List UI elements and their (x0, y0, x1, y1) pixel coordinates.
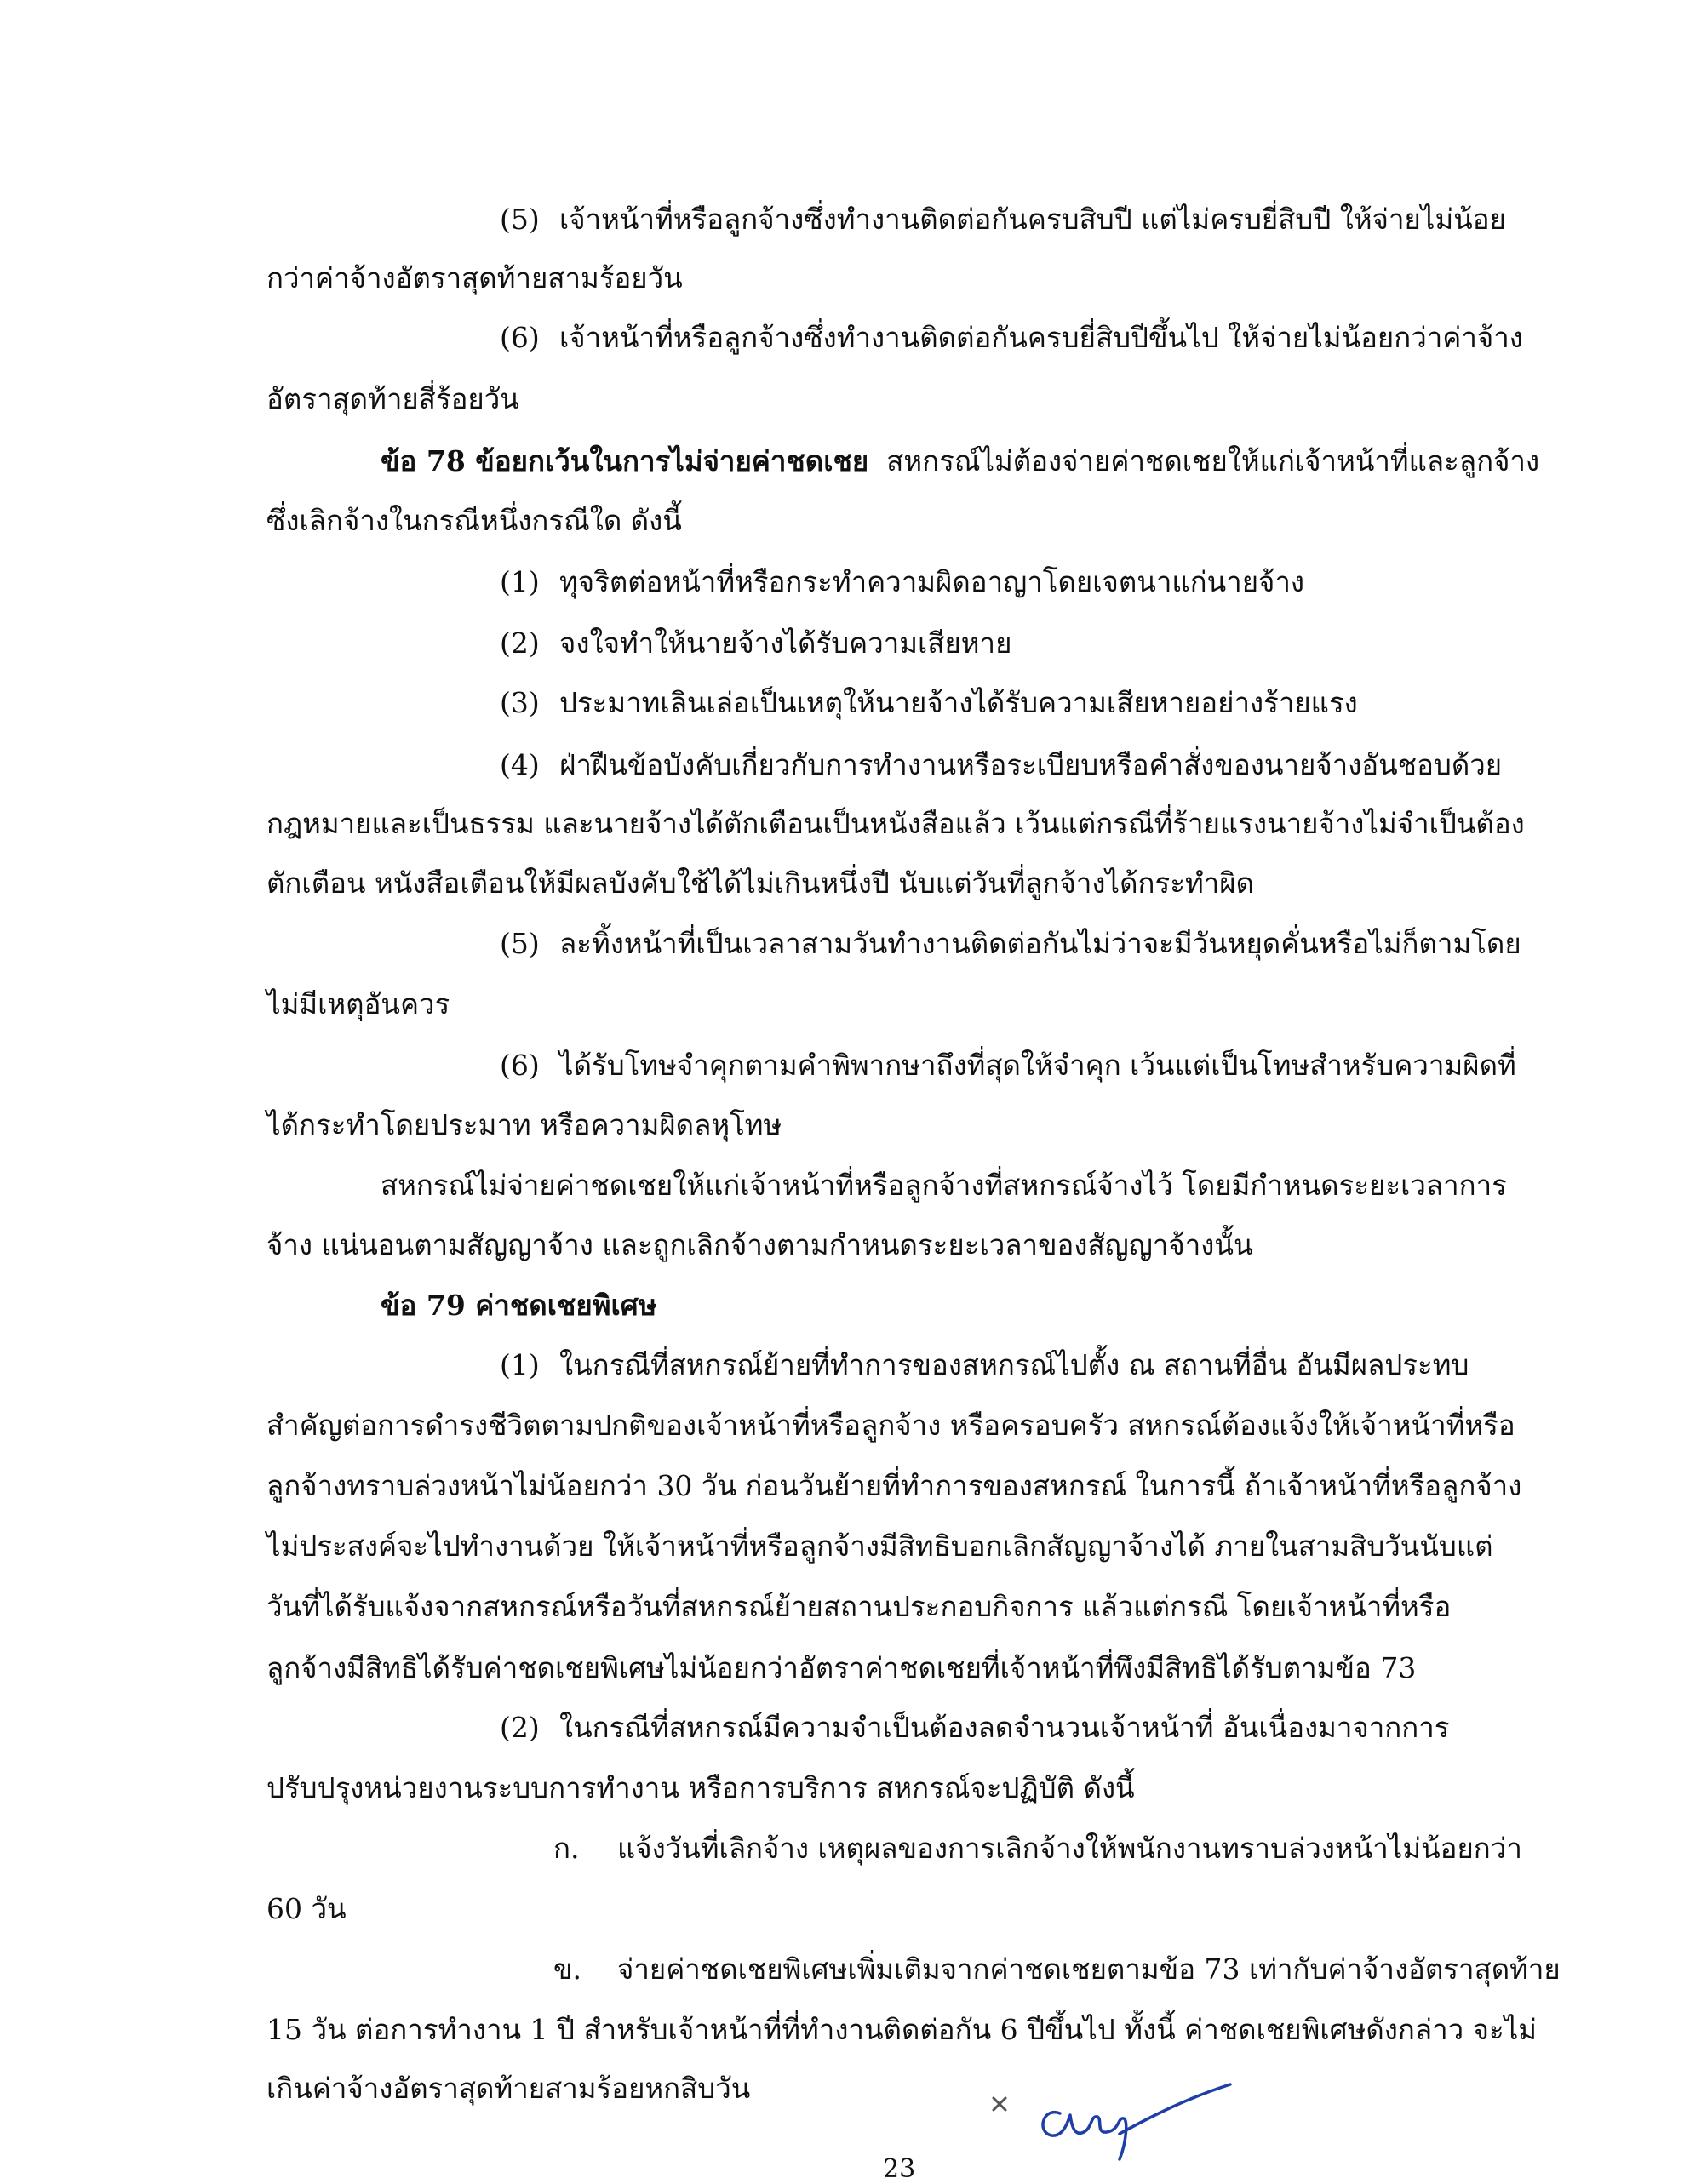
item79-kha-text: จ่ายค่าชดเชยพิเศษเพิ่มเติมจากค่าชดเชยตามข้อ 73 เท่ากับค่าจ้างอัตราสุดท้าย (617, 1952, 1561, 1986)
item78-case6-line2: ได้กระทำโดยประมาท หรือความผิดลหุโทษ (266, 1108, 782, 1141)
item78-case1-number: (1) (500, 565, 540, 598)
item78-extra-line1: สหกรณ์ไม่จ่ายค่าชดเชยให้แก่เจ้าหน้าที่หรือลูกจ้างที่สหกรณ์จ้างไว้ โดยมีกำหนดระยะเวลาการ (381, 1169, 1507, 1202)
item79-s1-line6: ลูกจ้างมีสิทธิได้รับค่าชดเชยพิเศษไม่น้อยกว่าอัตราค่าชดเชยที่เจ้าหน้าที่พึงมีสิทธิได้รับตามข้อ 73 (266, 1651, 1417, 1684)
item78-case1 (500, 563, 1304, 601)
item79-kha-number: ข. (553, 1952, 582, 1986)
item78-case4-text: ฝ่าฝืนข้อบังคับเกี่ยวกับการทำงานหรือระเบียบหรือคำสั่งของนายจ้างอันชอบด้วย (559, 748, 1503, 781)
item78-case6-line1 (500, 1047, 1516, 1084)
item79-s2-text: ในกรณีที่สหกรณ์มีความจำเป็นต้องลดจำนวนเจ้าหน้าที่ อันเนื่องมาจากการ (559, 1711, 1450, 1744)
item78-intro-text: สหกรณ์ไม่ต้องจ่ายค่าชดเชยให้แก่เจ้าหน้าที่และลูกจ้าง (886, 444, 1540, 477)
item78-case4-line3: ตักเตือน หนังสือเตือนให้มีผลบังคับใช้ได้ไม่เกินหนึ่งปี นับแต่วันที่ลูกจ้างได้กระทำผิด (266, 866, 1255, 900)
item77-p6-line2: อัตราสุดท้ายสี่ร้อยวัน (266, 382, 519, 415)
item78-case4-number: (4) (500, 748, 540, 781)
handwritten-signature (983, 2081, 1239, 2166)
item77-p5-number: (5) (500, 203, 540, 236)
item77-p6-text: เจ้าหน้าที่หรือลูกจ้างซึ่งทำงานติดต่อกันครบยี่สิบปีขึ้นไป ให้จ่ายไม่น้อยกว่าค่าจ้าง (559, 321, 1523, 354)
item79-ka-line2: 60 วัน (266, 1892, 347, 1925)
item78-intro-line2: ซึ่งเลิกจ้างในกรณีหนึ่งกรณีใด ดังนี้ (266, 504, 682, 537)
item77-p5-text: เจ้าหน้าที่หรือลูกจ้างซึ่งทำงานติดต่อกันครบสิบปี แต่ไม่ครบยี่สิบปี ให้จ่ายไม่น้อย (559, 203, 1506, 236)
item78-case5-line1 (500, 925, 1521, 963)
item78-case3-number: (3) (500, 686, 540, 719)
item78-case4-line2: กฎหมายและเป็นธรรม และนายจ้างได้ตักเตือนเป็นหนังสือแล้ว เว้นแต่กรณีที่ร้ายแรงนายจ้างไม่จำเป็นต้อง (266, 807, 1525, 840)
item79-ka-line1 (553, 1830, 1522, 1867)
item78-case1-text: ทุจริตต่อหน้าที่หรือกระทำความผิดอาญาโดยเจตนาแก่นายจ้าง (559, 565, 1305, 598)
item79-s1-line4: ไม่ประสงค์จะไปทำงานด้วย ให้เจ้าหน้าที่หรือลูกจ้างมีสิทธิบอกเลิกสัญญาจ้างได้ ภายในสามสิบวันนับแต่ (266, 1529, 1493, 1563)
item79-heading: ข้อ 79 ค่าชดเชยพิเศษ (381, 1289, 657, 1322)
item78-extra-line2: จ้าง แน่นอนตามสัญญาจ้าง และถูกเลิกจ้างตามกำหนดระยะเวลาของสัญญาจ้างนั้น (266, 1228, 1253, 1261)
item78-case6-number: (6) (500, 1049, 540, 1082)
item78-case2-number: (2) (500, 626, 540, 660)
item79-kha-line2: 15 วัน ต่อการทำงาน 1 ปี สำหรับเจ้าหน้าที่ที่ทำงานติดต่อกัน 6 ปีขึ้นไป ทั้งนี้ ค่าชดเชยพิเศษดังกล่าว จะไม่ (266, 2013, 1538, 2046)
item78-case5-number: (5) (500, 927, 540, 960)
item79-ka-number: ก. (553, 1832, 580, 1865)
item79-s1-number: (1) (500, 1348, 540, 1381)
item79-s1-line2: สำคัญต่อการดำรงชีวิตตามปกติของเจ้าหน้าที่หรือลูกจ้าง หรือครอบครัว สหกรณ์ต้องแจ้งให้เจ้าหน้าที่หรือ (266, 1409, 1515, 1442)
item78-case5-line2: ไม่มีเหตุอันควร (266, 987, 450, 1021)
item79-s1-line5: วันที่ได้รับแจ้งจากสหกรณ์หรือวันที่สหกรณ์ย้ายสถานประกอบกิจการ แล้วแต่กรณี โดยเจ้าหน้าที่หรือ (266, 1590, 1452, 1623)
item78-case2 (500, 625, 1011, 662)
item78-case5-text: ละทิ้งหน้าที่เป็นเวลาสามวันทำงานติดต่อกันไม่ว่าจะมีวันหยุดคั่นหรือไม่ก็ตามโดย (559, 927, 1521, 960)
item77-p6-line1 (500, 319, 1523, 357)
item77-p5-line2: กว่าค่าจ้างอัตราสุดท้ายสามร้อยวัน (266, 261, 683, 294)
item77-p5-line1 (500, 201, 1506, 238)
item79-kha-line1 (553, 1951, 1561, 1988)
page-number: 23 (883, 2154, 916, 2184)
item79-s1-line3: ลูกจ้างทราบล่วงหน้าไม่น้อยกว่า 30 วัน ก่อนวันย้ายที่ทำการของสหกรณ์ ในการนี้ ถ้าเจ้าหน้าที่หรือลูกจ้าง (266, 1469, 1522, 1502)
item78-case3 (500, 684, 1358, 722)
item78-case4-line1 (500, 746, 1502, 784)
item79-kha-line3: เกินค่าจ้างอัตราสุดท้ายสามร้อยหกสิบวัน (266, 2072, 751, 2105)
item79-s1-line1 (500, 1346, 1469, 1384)
item78-heading: ข้อ 78 ข้อยกเว้นในการไม่จ่ายค่าชดเชย (381, 444, 869, 477)
item79-s2-line1 (500, 1709, 1450, 1747)
item78-case3-text: ประมาทเลินเล่อเป็นเหตุให้นายจ้างได้รับความเสียหายอย่างร้ายแรง (559, 686, 1358, 719)
item79-s2-number: (2) (500, 1711, 540, 1744)
item78-intro-line1 (381, 443, 1539, 480)
item79-ka-text: แจ้งวันที่เลิกจ้าง เหตุผลของการเลิกจ้างให้พนักงานทราบล่วงหน้าไม่น้อยกว่า (617, 1832, 1522, 1865)
item78-case6-text: ได้รับโทษจำคุกตามคำพิพากษาถึงที่สุดให้จำคุก เว้นแต่เป็นโทษสำหรับความผิดที่ (559, 1049, 1516, 1082)
item78-case2-text: จงใจทำให้นายจ้างได้รับความเสียหาย (559, 626, 1012, 660)
item79-s2-line2: ปรับปรุงหน่วยงานระบบการทำงาน หรือการบริการ สหกรณ์จะปฏิบัติ ดังนี้ (266, 1771, 1135, 1804)
item79-s1-text: ในกรณีที่สหกรณ์ย้ายที่ทำการของสหกรณ์ไปตั้ง ณ สถานที่อื่น อันมีผลประทบ (559, 1348, 1469, 1381)
item77-p6-number: (6) (500, 321, 540, 354)
